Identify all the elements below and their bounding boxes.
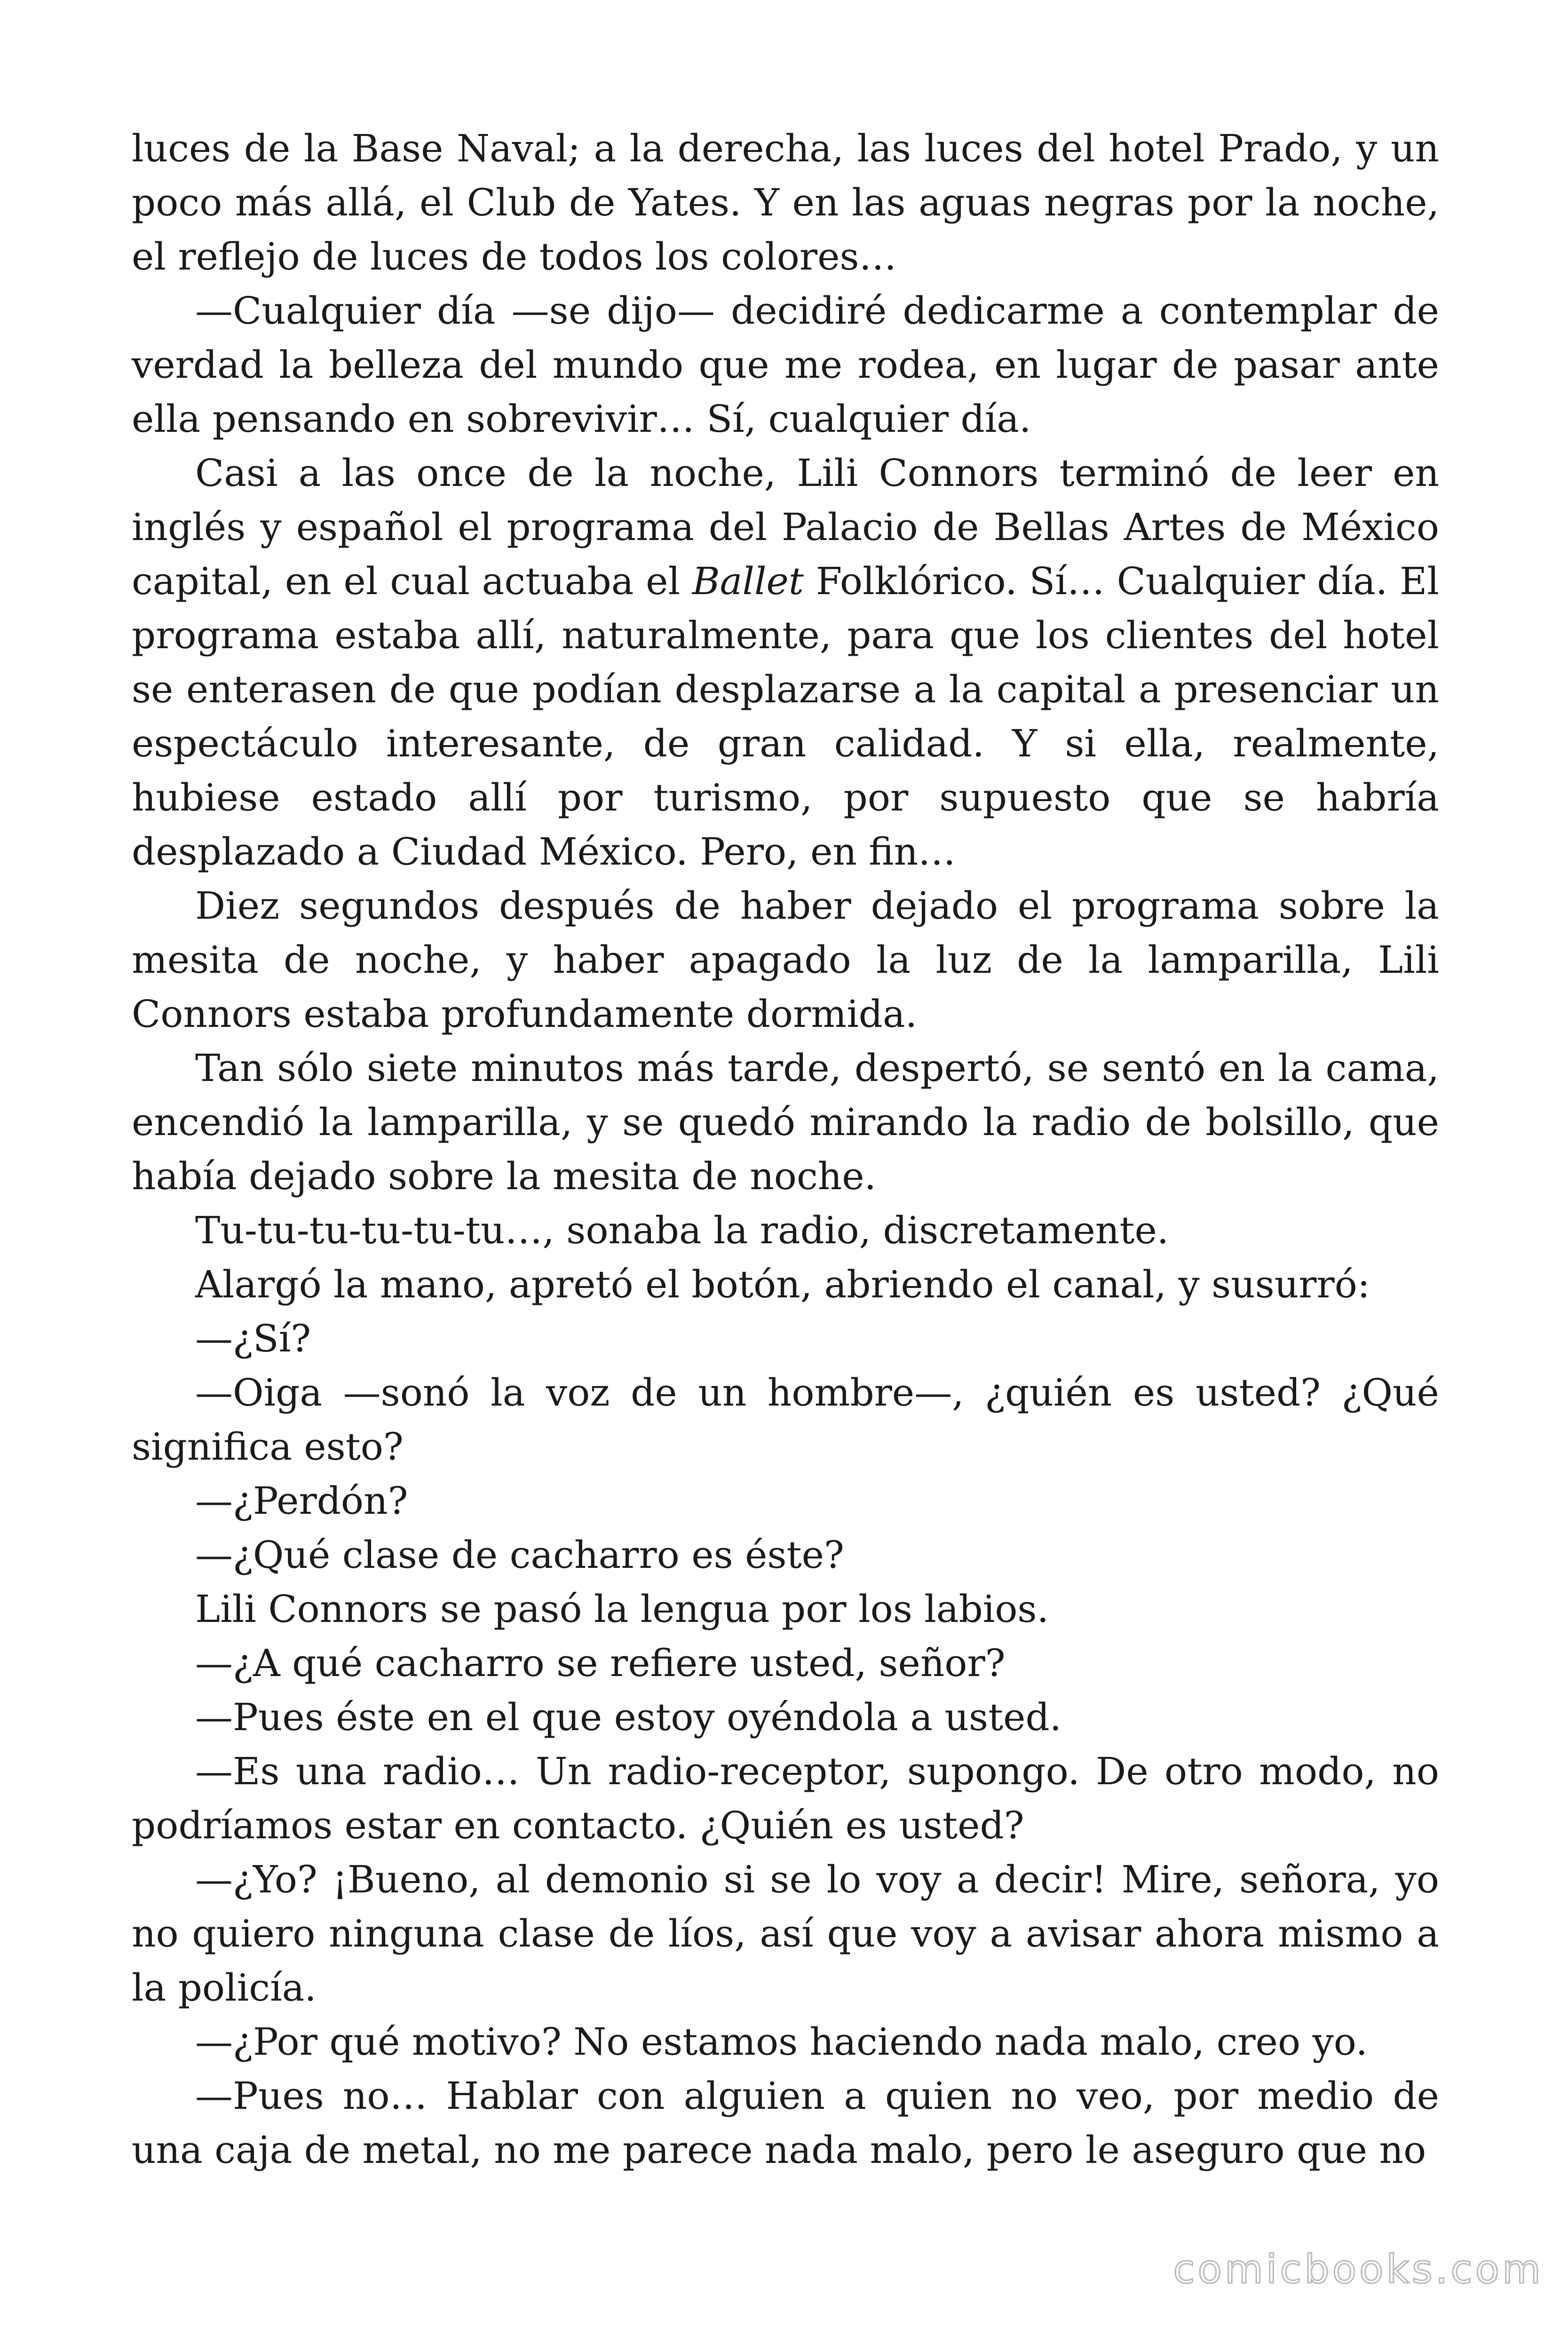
paragraph-3-part-2: Folklórico. Sí… Cualquier día. El programa estaba allí, naturalmente, para que los clientes del hotel se enterasen de que podían desplazarse a la capital a presenciar un espectáculo interesante, de gran calidad. Y si ella, realmente, hubiese estado allí por turismo, por supuesto que se habría desplazado a Ciudad México. Pero, en fin…	[132, 559, 1440, 874]
paragraph-4: Diez segundos después de haber dejado el programa sobre la mesita de noche, y haber apagado la luz de la lamparilla, Lili Connors estaba profundamente dormida.	[132, 884, 1439, 1036]
paragraph-10: —¿Perdón?	[195, 1479, 408, 1523]
paragraph-13: —¿A qué cacharro se refiere usted, señor?	[195, 1641, 1006, 1685]
paragraph-9: —Oiga —sonó la voz de un hombre—, ¿quién es usted? ¿Qué significa esto?	[132, 1371, 1439, 1469]
paragraph-6: Tu-tu-tu-tu-tu-tu…, sonaba la radio, discretamente.	[195, 1208, 1169, 1252]
paragraph-3	[132, 446, 1439, 879]
paragraph-15: —Es una radio… Un radio-receptor, supongo. De otro modo, no podríamos estar en contacto. ¿Quién es usted?	[132, 1749, 1439, 1847]
watermark-text: comicbooks.com	[1173, 2246, 1544, 2292]
paragraph-1: luces de la Base Naval; a la derecha, las luces del hotel Prado, y un poco más allá, el Club de Yates. Y en las aguas negras por la noche, el reflejo de luces de todos los colores…	[132, 127, 1439, 278]
paragraph-18: —Pues no… Hablar con alguien a quien no veo, por medio de una caja de metal, no me parece nada malo, pero le aseguro que no	[132, 2074, 1439, 2172]
paragraph-11: —¿Qué clase de cacharro es éste?	[195, 1533, 844, 1577]
paragraph-2: —Cualquier día —se dijo— decidiré dedicarme a contemplar de verdad la belleza del mundo que me rodea, en lugar de pasar ante ella pensando en sobrevivir… Sí, cualquier día.	[132, 289, 1439, 441]
book-page	[132, 121, 1439, 2177]
paragraph-17: —¿Por qué motivo? No estamos haciendo nada malo, creo yo.	[195, 2020, 1368, 2064]
paragraph-3-part-1: Casi a las once de la noche, Lili Connors terminó de leer en inglés y español el programa del Palacio de Bellas Artes de México capital, en el cual actuaba el	[132, 451, 1439, 603]
paragraph-16: —¿Yo? ¡Bueno, al demonio si se lo voy a decir! Mire, señora, yo no quiero ninguna clase de líos, así que voy a avisar ahora mismo a la policía.	[132, 1858, 1439, 2010]
paragraph-3-italic-ballet: Ballet	[692, 559, 804, 603]
paragraph-5: Tan sólo siete minutos más tarde, despertó, se sentó en la cama, encendió la lamparilla, y se quedó mirando la radio de bolsillo, que había dejado sobre la mesita de noche.	[132, 1046, 1439, 1198]
paragraph-8: —¿Sí?	[195, 1317, 311, 1360]
paragraph-7: Alargó la mano, apretó el botón, abriendo el canal, y susurró:	[195, 1263, 1370, 1306]
paragraph-14: —Pues éste en el que estoy oyéndola a usted.	[195, 1695, 1062, 1739]
paragraph-12: Lili Connors se pasó la lengua por los labios.	[195, 1587, 1049, 1631]
